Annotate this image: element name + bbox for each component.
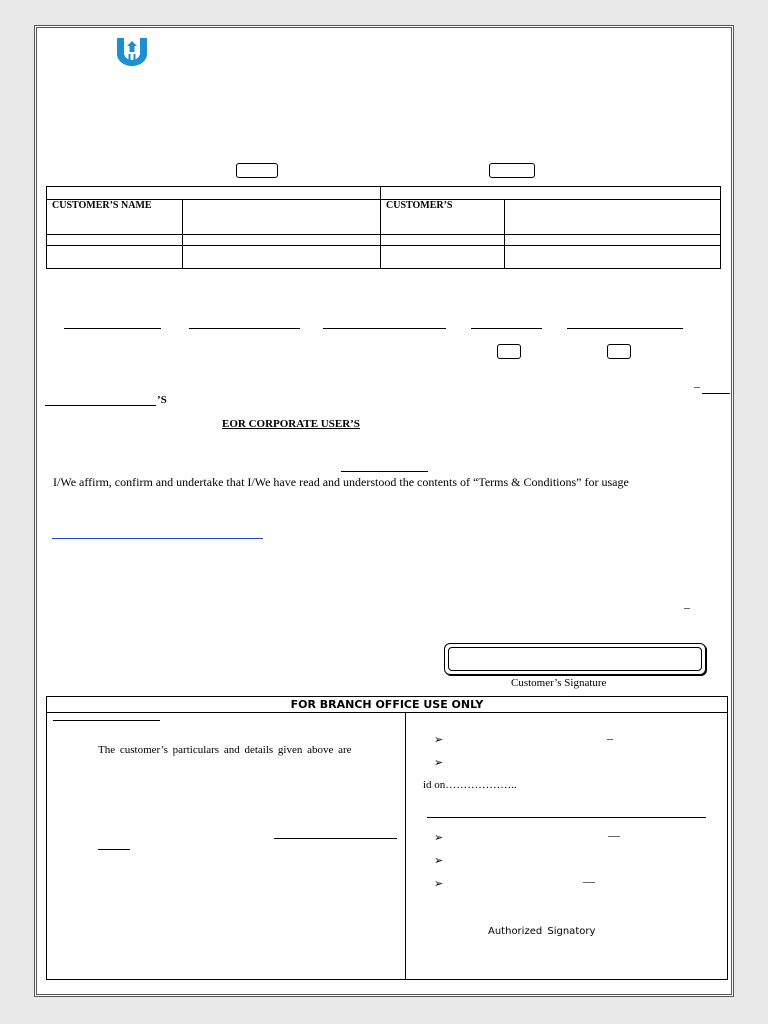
table-header-cell-right — [381, 187, 721, 200]
checkbox-4[interactable] — [607, 344, 631, 359]
customer-signature-label: Customer’s Signature — [511, 677, 607, 689]
customer-label: CUSTOMER’S — [381, 200, 505, 235]
table-cell — [183, 235, 381, 246]
customer-name-field[interactable] — [183, 200, 381, 235]
branch-dash-2: — — [608, 828, 620, 842]
table-cell[interactable] — [505, 246, 721, 269]
table-header-cell-left — [47, 187, 381, 200]
signature-box[interactable] — [444, 643, 706, 675]
blank-line-possessive[interactable] — [45, 405, 156, 406]
bullet-arrow-icon: ➢ — [434, 757, 444, 769]
customer-field[interactable] — [505, 200, 721, 235]
branch-blank-line-1[interactable] — [53, 720, 160, 721]
customer-name-label: CUSTOMER’S NAME — [47, 200, 183, 235]
branch-id-on: id on……………….. — [423, 779, 517, 791]
table-cell — [505, 235, 721, 246]
branch-dash-3: — — [583, 874, 595, 888]
branch-office-title: FOR BRANCH OFFICE USE ONLY — [47, 697, 727, 713]
blank-line-affirm[interactable] — [341, 471, 428, 472]
table-cell[interactable] — [183, 246, 381, 269]
table-cell — [381, 235, 505, 246]
branch-dash-1: – — [607, 731, 613, 745]
table-cell[interactable] — [381, 246, 505, 269]
hyperlink-line[interactable] — [52, 538, 263, 539]
blank-line-5[interactable] — [567, 328, 683, 329]
bullet-arrow-icon: ➢ — [434, 855, 444, 867]
checkbox-1[interactable] — [236, 163, 278, 178]
branch-blank-line-3[interactable] — [98, 849, 130, 850]
branch-divider — [405, 712, 406, 980]
table-cell[interactable] — [47, 246, 183, 269]
corporate-heading: EOR CORPORATE USER’S — [222, 418, 360, 430]
blank-line-4[interactable] — [471, 328, 542, 329]
possessive-suffix: ’S — [157, 394, 167, 406]
checkbox-2[interactable] — [489, 163, 535, 178]
blank-line-1[interactable] — [64, 328, 161, 329]
blank-line-right[interactable] — [702, 393, 730, 394]
affirmation-text: I/We affirm, confirm and undertake that I/We have read and understood the contents of “Terms & Conditions” for usage — [53, 475, 629, 489]
bullet-arrow-icon: ➢ — [434, 734, 444, 746]
dash-mark: – — [694, 379, 700, 393]
branch-blank-line-4[interactable] — [427, 817, 706, 818]
bullet-arrow-icon: ➢ — [434, 878, 444, 890]
dash-mark-2: – — [684, 600, 690, 614]
bullet-arrow-icon: ➢ — [434, 832, 444, 844]
blank-line-3[interactable] — [323, 328, 446, 329]
checkbox-3[interactable] — [497, 344, 521, 359]
branch-blank-line-2[interactable] — [274, 838, 397, 839]
blank-line-2[interactable] — [189, 328, 300, 329]
table-cell — [47, 235, 183, 246]
branch-particulars-text: The customer’s particulars and details given above are — [98, 744, 352, 756]
bank-logo-icon — [114, 35, 150, 67]
authorized-signatory-label: Authorized Signatory — [488, 926, 596, 937]
customer-table — [46, 186, 721, 269]
